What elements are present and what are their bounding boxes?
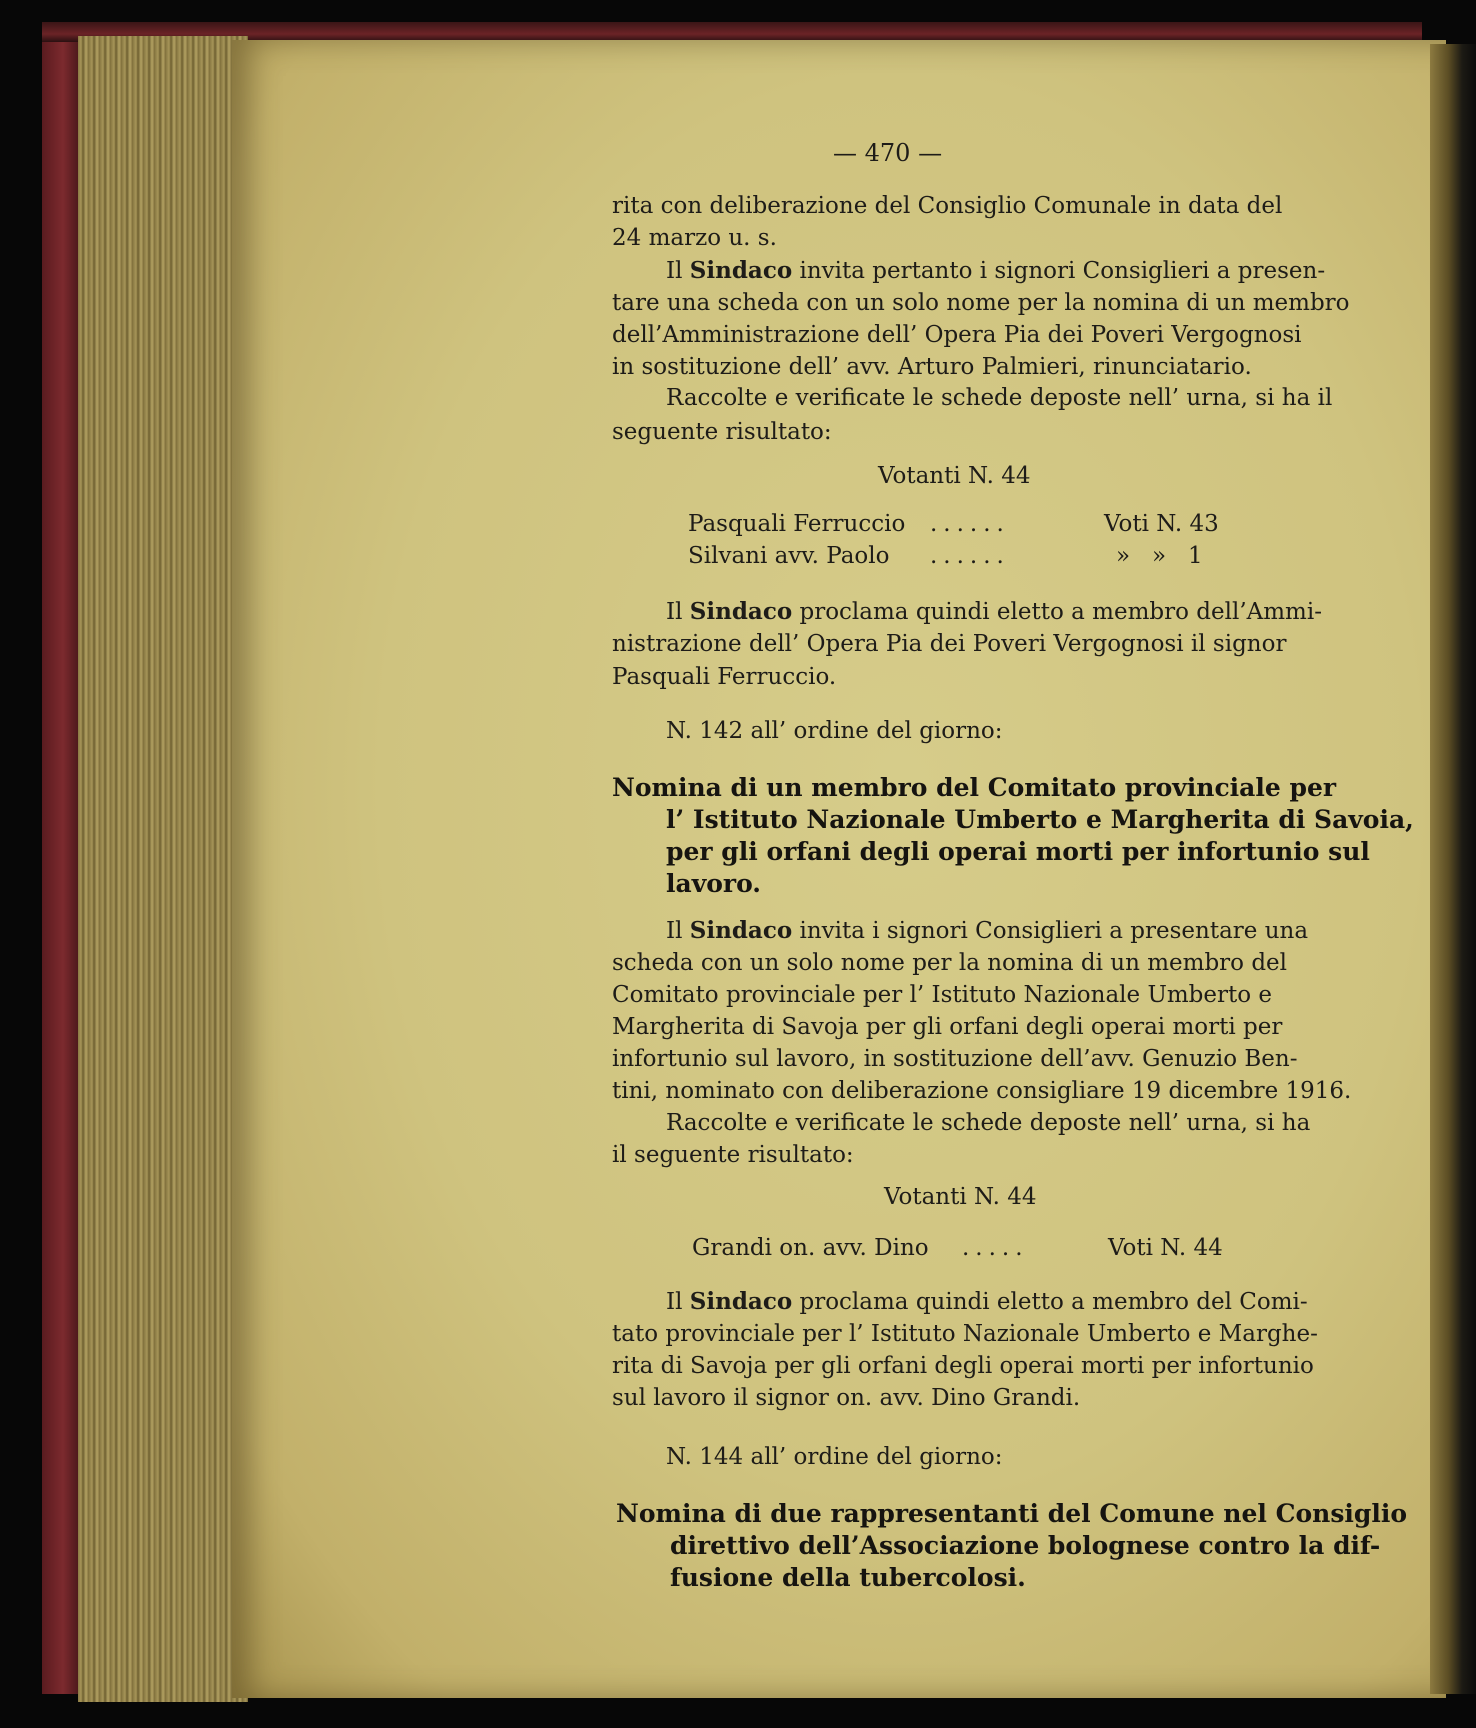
candidate-votes: Voti N. 44 (1108, 1235, 1223, 1261)
text-line: Pasquali Ferruccio. (612, 664, 837, 690)
section-heading: Nomina di due rappresentanti del Comune nel Consiglio (616, 1499, 1408, 1528)
text-line: Raccolte e verificate le schede deposte nell’ urna, si ha (666, 1110, 1311, 1136)
page-stack-edge (78, 36, 248, 1702)
leader-dots: ..... (962, 1235, 1029, 1261)
text-line (666, 1286, 1308, 1318)
text-line: Comitato provinciale per l’ Istituto Nazionale Umberto e (612, 982, 1272, 1008)
page-number: — 470 — (833, 139, 943, 167)
agenda-item: N. 142 all’ ordine del giorno: (666, 718, 1003, 744)
text-line: sul lavoro il signor on. avv. Dino Grandi. (612, 1385, 1081, 1411)
section-heading: fusione della tubercolosi. (670, 1563, 1026, 1592)
candidate-name: Pasquali Ferruccio (688, 511, 906, 537)
text-line: Margherita di Savoja per gli orfani degli operai morti per (612, 1014, 1283, 1040)
text-line: seguente risultato: (612, 419, 832, 445)
leader-dots: ...... (930, 543, 1010, 569)
text-line (666, 596, 1322, 628)
text-line: tini, nominato con deliberazione consigliare 19 dicembre 1916. (612, 1078, 1352, 1104)
text-line (666, 915, 1308, 947)
text-span: Il (666, 918, 690, 944)
section-heading: l’ Istituto Nazionale Umberto e Margherita di Savoia, (666, 805, 1414, 834)
text-span: invita pertanto i signori Consiglieri a presen- (792, 258, 1326, 284)
text-span: invita i signori Consiglieri a presentare una (792, 918, 1309, 944)
votanti-count: Votanti N. 44 (884, 1184, 1037, 1210)
agenda-item: N. 144 all’ ordine del giorno: (666, 1444, 1003, 1470)
text-line: rita con deliberazione del Consiglio Comunale in data del (612, 193, 1283, 219)
book-gutter (1430, 44, 1476, 1694)
leader-dots: ...... (930, 511, 1010, 537)
section-heading: Nomina di un membro del Comitato provinciale per (612, 773, 1337, 802)
text-span: Il (666, 1289, 690, 1315)
text-span: proclama quindi eletto a membro dell’Ammi- (792, 599, 1322, 625)
section-heading: direttivo dell’Associazione bolognese contro la dif- (670, 1531, 1381, 1560)
candidate-votes: » » 1 (1116, 543, 1203, 569)
candidate-name: Grandi on. avv. Dino (692, 1235, 929, 1261)
speaker-name: Sindaco (689, 917, 793, 944)
speaker-name: Sindaco (689, 598, 793, 625)
text-line: tato provinciale per l’ Istituto Nazionale Umberto e Marghe- (612, 1321, 1318, 1347)
speaker-name: Sindaco (689, 257, 793, 284)
text-line: rita di Savoja per gli orfani degli operai morti per infortunio (612, 1353, 1314, 1379)
text-line: il seguente risultato: (612, 1142, 854, 1168)
text-line: infortunio sul lavoro, in sostituzione dell’avv. Genuzio Ben- (612, 1046, 1298, 1072)
book-cover-top-edge (42, 22, 1422, 42)
text-line: nistrazione dell’ Opera Pia dei Poveri Vergognosi il signor (612, 631, 1287, 657)
text-line: 24 marzo u. s. (612, 225, 777, 251)
speaker-name: Sindaco (689, 1288, 793, 1315)
votanti-count: Votanti N. 44 (878, 463, 1031, 489)
candidate-name: Silvani avv. Paolo (688, 543, 890, 569)
section-heading: lavoro. (666, 869, 762, 898)
text-line: in sostituzione dell’ avv. Arturo Palmieri, rinunciatario. (612, 354, 1252, 380)
text-span: proclama quindi eletto a membro del Comi- (792, 1289, 1308, 1315)
text-line (666, 255, 1325, 287)
text-span: Il (666, 599, 690, 625)
text-line: dell’Amministrazione dell’ Opera Pia dei Poveri Vergognosi (612, 322, 1302, 348)
section-heading: per gli orfani degli operai morti per infortunio sul (666, 837, 1370, 866)
text-span: Il (666, 258, 690, 284)
text-line: scheda con un solo nome per la nomina di un membro del (612, 950, 1288, 976)
text-line: Raccolte e verificate le schede deposte nell’ urna, si ha il (666, 385, 1333, 411)
text-line: tare una scheda con un solo nome per la nomina di un membro (612, 290, 1350, 316)
candidate-votes: Voti N. 43 (1104, 511, 1219, 537)
